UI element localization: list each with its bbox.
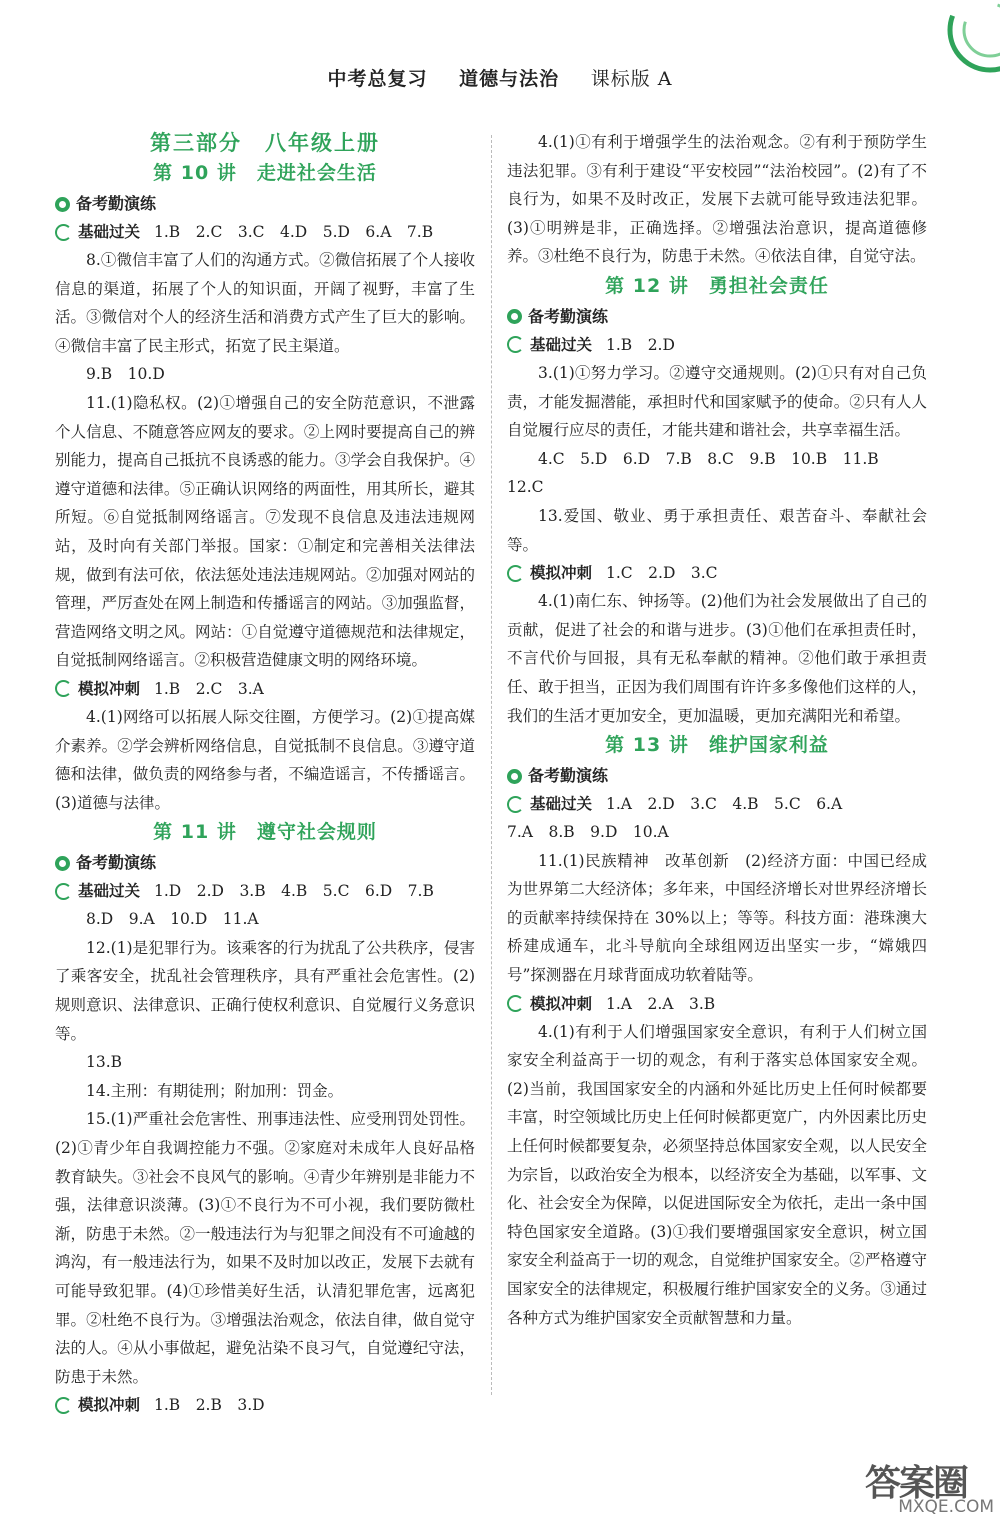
watermark-logo <box>845 1455 1000 1521</box>
answer-13: 13.爱国、敬业、勇于承担责任、艰苦奋斗、奉献社会等。 <box>507 506 927 554</box>
section-label: 备考勤演练 <box>76 853 157 873</box>
lecture-10-title: 第 10 讲 走进社会生活 <box>153 162 377 184</box>
answer-11: 11.(1)隐私权。(2)①增强自己的安全防范意识，不泄露个人信息、不随意答应网友的要求。②上网时要提高自己的辨别能力，提高自己抵抗不良诱惑的能力。③学会自我保护。④遵守道德和法律。⑤正确认识网络的两面性，用其所长，避其所短。⑥自觉抵制网络谣言。⑦发现不良信息及违法违规网站，及时向有关部门举报。国家：①制定和完善相关法律法规，做到有法可依，依法惩处违法违规网站。②加强对网站的管理，严厉查处在网上制造和传播谣言的网站。③加强监督，营造网络文明之风。网站：①自觉遵守道德规范和法律规定，自觉抵制网络谣言。②积极营造健康文明的网络环境。 <box>55 393 475 670</box>
section-badge-icon <box>55 856 70 871</box>
swirl-icon <box>507 796 524 813</box>
lecture-13-title: 第 13 讲 维护国家利益 <box>605 734 829 757</box>
lecture-12-title: 第 12 讲 勇担社会责任 <box>605 274 829 297</box>
sim-answers: 1.C 2.D 3.C <box>606 564 718 583</box>
answer-12: 12.C <box>507 478 544 497</box>
part-title: 第三部分 八年级上册 <box>150 131 380 155</box>
swirl-icon <box>507 995 524 1012</box>
answer-9-10: 9.B 10.D <box>86 365 165 384</box>
sim-label: 模拟冲刺 <box>78 679 141 698</box>
lecture-13-basic <box>507 790 927 818</box>
lecture-12-basic <box>507 331 927 359</box>
sim-answers: 1.A 2.A 3.B <box>606 994 716 1013</box>
lecture-12-section <box>507 303 927 331</box>
basic-answers-2: 8.D 9.A 10.D 11.A <box>86 910 259 929</box>
answer-14: 14.主刑：有期徒刑；附加刑：罚金。 <box>86 1081 344 1100</box>
basic-answers: 1.A 2.D 3.C 4.B 5.C 6.A <box>606 795 843 814</box>
sim-answers: 1.B 2.B 3.D <box>154 1396 265 1415</box>
watermark-brand: 答案圈 <box>865 1463 968 1504</box>
lecture-10-basic <box>55 218 475 246</box>
lecture-13-section <box>507 762 927 790</box>
sim-answer-4-l11: 4.(1)①有利于增强学生的法治观念。②有利于预防学生违法犯罪。③有利于建设“平安校园”“法治校园”。(2)有了不良行为，如果不及时改正，发展下去就可能导致违法犯罪。(3)①明辨是非，正确选择。②增强法治意识，提高道德修养。③杜绝不良行为，防患于未然。④依法自律，自觉守法。 <box>507 133 927 266</box>
section-badge-icon <box>507 309 522 324</box>
lecture-11-sim <box>55 1391 475 1419</box>
swirl-icon <box>55 224 72 241</box>
lecture-12-sim <box>507 559 927 587</box>
lecture-10-section <box>55 190 475 218</box>
answer-15: 15.(1)严重社会危害性、刑事违法性、应受刑罚处罚性。(2)①青少年自我调控能力不强。②家庭对未成年人良好品格教育缺失。③社会不良风气的影响。④青少年辨别是非能力不强，法律意识淡薄。(3)①不良行为不可小视，我们要防微杜渐，防患于未然。②一般违法行为与犯罪之间没有不可逾越的鸿沟，有一般违法行为，如果不及时加以改正，发展下去就有可能导致犯罪。(4)①珍惜美好生活，认清犯罪危害，远离犯罪。②杜绝不良行为。③增强法治观念，依法自律，做自觉守法的人。④从小事做起，避免沾染不良习气，自觉遵纪守法，防患于未然。 <box>55 1110 475 1386</box>
section-badge-icon <box>55 197 70 212</box>
answer-3: 3.(1)①努力学习。②遵守交通规则。(2)①只有对自己负责，才能发掘潜能，承担时代和国家赋予的使命。②只有人人自觉履行应尽的责任，才能共建和谐社会，共享幸福生活。 <box>507 363 927 440</box>
answer-8: 8.①微信丰富了人们的沟通方式。②微信拓展了个人接收信息的渠道，拓展了个人的知识面，开阔了视野，丰富了生活。③微信对个人的经济生活和消费方式产生了巨大的影响。④微信丰富了民主形式，拓宽了民主渠道。 <box>55 251 475 355</box>
page-header <box>0 64 1000 91</box>
basic-label: 基础过关 <box>78 223 141 241</box>
basic-answers: 1.B 2.D <box>606 335 675 354</box>
sim-answers: 1.B 2.C 3.A <box>154 679 264 698</box>
header-title: 中考总复习 <box>327 68 428 90</box>
basic-label: 基础过关 <box>530 795 593 814</box>
answer-4-11: 4.C 5.D 6.D 7.B 8.C 9.B 10.B 11.B <box>538 449 879 468</box>
lecture-13-sim <box>507 990 927 1018</box>
basic-answers: 1.B 2.C 3.C 4.D 5.D 6.A 7.B <box>154 223 434 241</box>
sim-answer-4: 4.(1)网络可以拓展人际交往圈，方便学习。(2)①提高媒介素养。②学会辨析网络信息，自觉抵制不良信息。③遵守道德和法律，做负责的网络参与者，不编造谣言，不传播谣言。(3)道德与法律。 <box>55 707 475 812</box>
sim-label: 模拟冲刺 <box>530 994 593 1013</box>
answer-11: 11.(1)民族精神 改革创新 (2)经济方面：中国已经成为世界第二大经济体；多年来，中国经济增长对世界经济增长的贡献率持续保持在 30%以上；等等。科技方面：港珠澳大桥建成通车，北斗导航向全球组网迈出坚实一步，“嫦娥四号”探测器在月球背面成功软着陆等。 <box>507 851 927 985</box>
column-divider <box>491 135 492 1395</box>
sim-answer-4: 4.(1)南仁东、钟扬等。(2)他们为社会发展做出了自己的贡献，促进了社会的和谐与进步。(3)①他们在承担责任时，不言代价与回报，具有无私奉献的精神。②他们敢于承担责任、敢于担当，正因为我们周围有许许多多像他们这样的人，我们的生活才更加安全，更加温暖，更加充满阳光和希望。 <box>507 592 927 725</box>
lecture-11-basic <box>55 877 475 905</box>
answer-13: 13.B <box>86 1053 123 1072</box>
swirl-icon <box>507 336 524 353</box>
basic-answers-2: 7.A 8.B 9.D 10.A <box>507 823 669 842</box>
section-label: 备考勤演练 <box>76 194 157 213</box>
swirl-icon <box>507 565 524 582</box>
lecture-10-sim <box>55 675 475 703</box>
sim-answer-4: 4.(1)有利于人们增强国家安全意识，有利于人们树立国家安全利益高于一切的观念，有利于落实总体国家安全观。(2)当前，我国国家安全的内涵和外延比历史上任何时候都要丰富，时空领域比历史上任何时候都更宽广，内外因素比历史上任何时候都要复杂，必须坚持总体国家安全观，以人民安全为宗旨，以政治安全为根本，以经济安全为基础，以军事、文化、社会安全为保障，以促进国际安全为依托，走出一条中国特色国家安全道路。(3)①我们要增强国家安全意识，树立国家安全利益高于一切的观念，自觉维护国家安全。②严格遵守国家安全的法律规定，积极履行维护国家安全的义务。③通过各种方式为维护国家安全贡献智慧和力量。 <box>507 1022 927 1327</box>
lecture-11-title: 第 11 讲 遵守社会规则 <box>153 821 377 844</box>
swirl-icon <box>55 680 72 697</box>
watermark-site: MXQE.COM <box>898 1497 994 1517</box>
swirl-icon <box>55 1397 72 1414</box>
basic-label: 基础过关 <box>78 882 141 901</box>
basic-label: 基础过关 <box>530 335 593 354</box>
section-label: 备考勤演练 <box>528 306 609 326</box>
section-label: 备考勤演练 <box>528 766 609 786</box>
left-column <box>55 128 475 1419</box>
lecture-11-section <box>55 849 475 877</box>
answer-12: 12.(1)是犯罪行为。该乘客的行为扰乱了公共秩序，侵害了乘客安全，扰乱社会管理秩序，具有严重社会危害性。(2)规则意识、法律意识、正确行使权利意识、自觉履行义务意识等。 <box>55 938 475 1043</box>
swirl-icon <box>55 883 72 900</box>
sim-label: 模拟冲刺 <box>78 1396 141 1415</box>
basic-answers: 1.D 2.D 3.B 4.B 5.C 6.D 7.B <box>154 882 434 901</box>
section-badge-icon <box>507 769 522 784</box>
header-subject: 道德与法治 <box>459 68 560 90</box>
sim-label: 模拟冲刺 <box>530 564 593 583</box>
header-edition: 课标版 A <box>590 68 673 90</box>
right-column <box>507 128 927 1332</box>
